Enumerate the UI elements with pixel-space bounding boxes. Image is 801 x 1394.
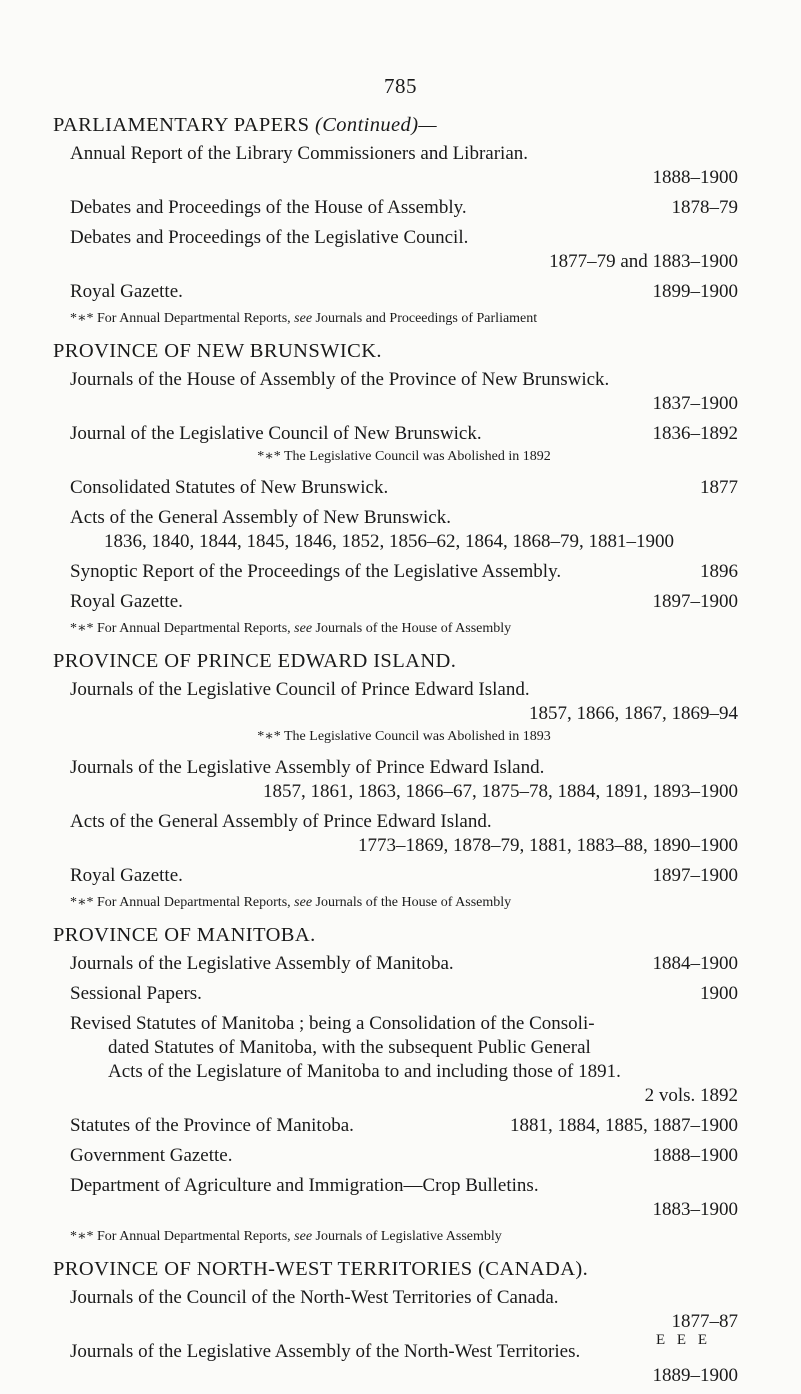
- entry-text: Journals of the Legislative Assembly of the North-West Territories.: [70, 1341, 581, 1362]
- entry-years: 1899–1900: [652, 281, 738, 302]
- page-content: [53, 112, 738, 1394]
- entry: [70, 560, 738, 584]
- entry-text: Sessional Papers.: [70, 983, 202, 1004]
- entry-years: 1837–1900: [652, 393, 738, 414]
- entry-text: Acts of the Legislature of Manitoba to and including those of 1891.: [108, 1061, 621, 1082]
- entry: [70, 810, 738, 858]
- entry-years: 1897–1900: [652, 865, 738, 886]
- entry-text: Journal of the Legislative Council of New Brunswick.: [70, 423, 482, 444]
- footnote: [70, 894, 738, 912]
- note-prefix: *∗* For Annual Departmental Reports,: [70, 621, 291, 636]
- entry-years: 1900: [700, 983, 738, 1004]
- entry-text: Royal Gazette.: [70, 281, 183, 302]
- entry: [70, 1144, 738, 1168]
- entry-years: 1877–87: [671, 1311, 738, 1332]
- section-heading-new-brunswick: PROVINCE OF NEW BRUNSWICK.: [53, 340, 382, 362]
- entry: [70, 1174, 738, 1222]
- footnote: *∗* The Legislative Council was Abolished in 1893: [257, 729, 551, 744]
- note-see: see: [294, 895, 313, 910]
- entry-years: 2 vols. 1892: [644, 1085, 738, 1106]
- entry-text: Acts of the General Assembly of New Brunswick.: [70, 507, 451, 528]
- entry: [70, 864, 738, 888]
- entry-text: Debates and Proceedings of the House of Assembly.: [70, 197, 467, 218]
- entry-text: Department of Agriculture and Immigration—Crop Bulletins.: [70, 1175, 539, 1196]
- entry-years: 1888–1900: [652, 1145, 738, 1166]
- footnote: *∗* The Legislative Council was Abolished in 1892: [257, 449, 551, 464]
- entry: [70, 982, 738, 1006]
- entry-text: Royal Gazette.: [70, 591, 183, 612]
- note-prefix: *∗* For Annual Departmental Reports,: [70, 895, 291, 910]
- entry-years: 1773–1869, 1878–79, 1881, 1883–88, 1890–1900: [358, 835, 738, 856]
- signature-mark: E E E: [656, 1332, 711, 1348]
- entry-text: Journals of the Legislative Assembly of Prince Edward Island.: [70, 757, 545, 778]
- entry-text: Annual Report of the Library Commissioners and Librarian.: [70, 143, 529, 164]
- note-see: see: [294, 1229, 313, 1244]
- note-see: see: [294, 621, 313, 636]
- entry-text: Consolidated Statutes of New Brunswick.: [70, 477, 389, 498]
- entry: [70, 1340, 738, 1388]
- entry: [70, 142, 738, 190]
- entry-years: 1889–1900: [652, 1365, 738, 1386]
- footnote: [70, 310, 738, 328]
- entry: [70, 1114, 738, 1138]
- entry-years: 1897–1900: [652, 591, 738, 612]
- entry-years: 1836, 1840, 1844, 1845, 1846, 1852, 1856–62, 1864, 1868–79, 1881–1900: [104, 531, 674, 552]
- page-number: 785: [384, 74, 417, 98]
- entry-text: Journals of the Council of the North-West Territories of Canada.: [70, 1287, 559, 1308]
- entry-text: Journals of the House of Assembly of the Province of New Brunswick.: [70, 369, 610, 390]
- section-heading-parliamentary: [53, 112, 738, 138]
- entry-years: 1888–1900: [652, 167, 738, 188]
- note-rest: Journals and Proceedings of Parliament: [315, 311, 538, 326]
- entry-years: 1877: [700, 477, 738, 498]
- entry: [70, 196, 738, 220]
- entry-years: 1857, 1866, 1867, 1869–94: [529, 703, 738, 724]
- entry-years: 1883–1900: [652, 1199, 738, 1220]
- heading-text: PARLIAMENTARY PAPERS: [53, 114, 310, 136]
- entry: [70, 506, 738, 554]
- entry-years: 1836–1892: [652, 423, 738, 444]
- entry-text: Government Gazette.: [70, 1145, 233, 1166]
- entry-text: Debates and Proceedings of the Legislative Council.: [70, 227, 469, 248]
- entry: [70, 1286, 738, 1334]
- entry: [70, 280, 738, 304]
- footnote: [70, 1228, 738, 1246]
- entry-text: Revised Statutes of Manitoba ; being a Consolidation of the Consoli-: [70, 1013, 595, 1034]
- note-prefix: *∗* For Annual Departmental Reports,: [70, 311, 291, 326]
- entry-text: Statutes of the Province of Manitoba.: [70, 1115, 354, 1136]
- entry-years: 1877–79 and 1883–1900: [549, 251, 738, 272]
- footnote: [70, 620, 738, 638]
- note-rest: Journals of the House of Assembly: [315, 895, 512, 910]
- entry-text: Journals of the Legislative Council of Prince Edward Island.: [70, 679, 530, 700]
- section-heading-pei: PROVINCE OF PRINCE EDWARD ISLAND.: [53, 650, 457, 672]
- entry-text: Synoptic Report of the Proceedings of the Legislative Assembly.: [70, 561, 562, 582]
- note-rest: Journals of Legislative Assembly: [315, 1229, 502, 1244]
- entry: [70, 756, 738, 804]
- entry-years: 1884–1900: [652, 953, 738, 974]
- note-prefix: *∗* For Annual Departmental Reports,: [70, 1229, 291, 1244]
- entry: [70, 1012, 738, 1108]
- entry: [70, 952, 738, 976]
- entry: [70, 590, 738, 614]
- note-see: see: [294, 311, 313, 326]
- entry-years: 1896: [700, 561, 738, 582]
- entry: [70, 476, 738, 500]
- entry-text: Journals of the Legislative Assembly of Manitoba.: [70, 953, 454, 974]
- entry-years: 1857, 1861, 1863, 1866–67, 1875–78, 1884, 1891, 1893–1900: [263, 781, 738, 802]
- entry-text: dated Statutes of Manitoba, with the subsequent Public General: [108, 1037, 591, 1058]
- entry: [70, 226, 738, 274]
- section-heading-manitoba: PROVINCE OF MANITOBA.: [53, 924, 316, 946]
- entry: [70, 368, 738, 416]
- heading-suffix: (Continued)—: [314, 114, 438, 136]
- entry: [70, 678, 738, 726]
- entry-text: Acts of the General Assembly of Prince Edward Island.: [70, 811, 492, 832]
- entry: [70, 422, 738, 446]
- entry-years: 1881, 1884, 1885, 1887–1900: [510, 1115, 738, 1136]
- entry-text: Royal Gazette.: [70, 865, 183, 886]
- section-heading-northwest: PROVINCE OF NORTH-WEST TERRITORIES (CANADA).: [53, 1258, 589, 1280]
- note-rest: Journals of the House of Assembly: [315, 621, 512, 636]
- entry-years: 1878–79: [671, 197, 738, 218]
